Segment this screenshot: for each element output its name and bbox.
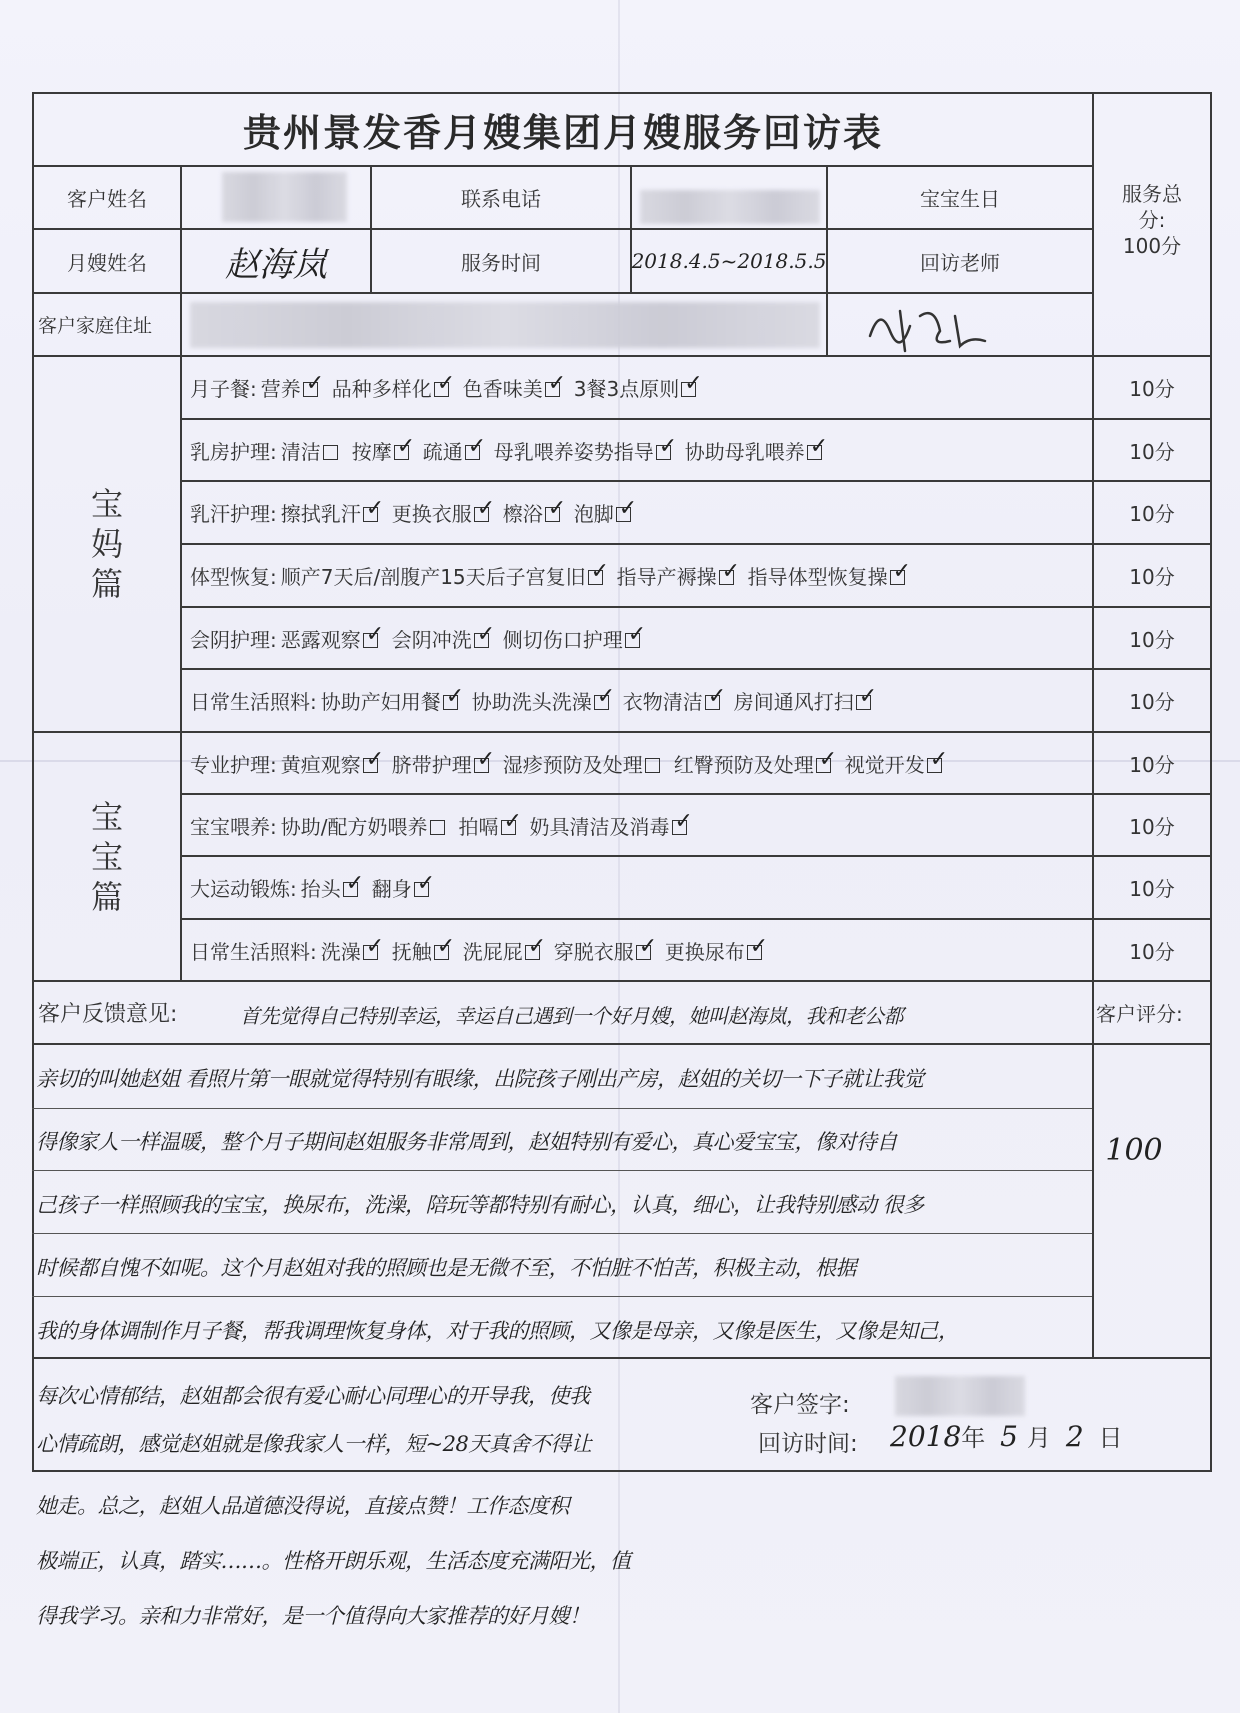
checklist-item [372, 873, 429, 902]
row-label: 会阴护理: [190, 627, 277, 652]
checklist-item [281, 436, 338, 465]
visit-time-label: 回访时间: [758, 1431, 858, 1457]
checklist-item-label: 洗屁屁 [462, 939, 523, 964]
checklist-item [623, 686, 720, 715]
checklist-item-label: 檫浴 [502, 502, 543, 526]
checklist-item [392, 749, 489, 778]
checklist-item [281, 498, 378, 527]
checklist-item [281, 749, 378, 778]
checklist-item-label: 更换衣服 [391, 502, 472, 526]
row-score: 10分 [1129, 877, 1175, 901]
checklist-item [665, 936, 762, 965]
checklist-item-label: 协助母乳喂养 [684, 439, 805, 464]
checkbox-checked[interactable] [303, 382, 318, 397]
checkbox-checked[interactable] [434, 382, 449, 397]
visit-month: 5 [1000, 1420, 1018, 1453]
checklist-item [392, 624, 489, 653]
checklist-item [574, 498, 631, 527]
checklist-item-label: 翻身 [371, 877, 412, 901]
checklist-item [574, 373, 696, 402]
checkbox-checked[interactable] [927, 758, 942, 773]
row-label: 日常生活照料: [190, 690, 317, 714]
service-row [182, 733, 1092, 793]
checkbox-checked[interactable] [545, 507, 560, 522]
feedback-line: 心情疏朗，感觉赵姐就是像我家人一样，短~28天真舍不得让 [36, 1432, 592, 1456]
checkbox-checked[interactable] [625, 633, 640, 648]
checklist-item-label: 奶具清洁及消毒 [529, 814, 670, 839]
checklist-item [392, 936, 449, 965]
checklist-item [463, 936, 540, 965]
row-label: 月子餐: [190, 377, 257, 401]
redacted-phone [640, 190, 820, 224]
checklist-item [617, 561, 734, 590]
checkbox-checked[interactable] [747, 945, 762, 960]
feedback-line: 每次心情郁结，赵姐都会很有爱心耐心同理心的开导我，使我 [36, 1384, 590, 1408]
row-score: 10分 [1129, 377, 1175, 401]
checklist-item-label: 指导产褥操 [616, 565, 717, 589]
visit-date [890, 1418, 1123, 1453]
visit-day: 2 [1065, 1420, 1084, 1453]
checkbox-checked[interactable] [394, 445, 409, 460]
checklist-item-label: 抚触 [391, 939, 432, 964]
checklist-item-label: 母乳喂养姿势指导 [493, 439, 654, 464]
row-label: 专业护理: [190, 752, 277, 777]
service-row [182, 795, 1092, 855]
service-row [182, 420, 1092, 480]
row-label: 乳汗护理: [190, 502, 277, 526]
service-row [182, 357, 1092, 418]
row-score: 10分 [1129, 439, 1175, 464]
feedback-line: 我的身体调制作月子餐，帮我调理恢复身体，对于我的照顾，又像是母亲，又像是医生，又像是知己， [36, 1319, 959, 1343]
section-char: 宝 [90, 797, 123, 836]
checklist-item-label: 更换尿布 [664, 939, 745, 964]
checklist-item-label: 疏通 [422, 439, 463, 464]
checklist-item-label: 泡脚 [573, 502, 614, 526]
service-row [182, 857, 1092, 918]
mother-section-label [34, 357, 180, 731]
checklist-item [423, 436, 480, 465]
checklist-item-label: 协助洗头洗澡 [471, 690, 592, 714]
checklist-item-label: 湿疹预防及处理 [502, 752, 643, 777]
checkbox-checked[interactable] [474, 633, 489, 648]
checkbox-checked[interactable] [594, 695, 609, 710]
checklist-item [503, 498, 560, 527]
checklist-item [494, 436, 671, 465]
address-label: 客户家庭住址 [38, 315, 153, 337]
row-score: 10分 [1129, 690, 1175, 714]
checkbox-checked[interactable] [616, 507, 631, 522]
checklist-item-label: 拍嗝 [458, 814, 499, 839]
customer-name-label: 客户姓名 [67, 187, 147, 211]
service-row [182, 670, 1092, 731]
redacted-customer-name [222, 172, 347, 222]
row-label: 乳房护理: [190, 439, 277, 464]
checkbox-checked[interactable] [363, 758, 378, 773]
nanny-name-label: 月嫂姓名 [67, 250, 147, 275]
checklist-item [685, 436, 822, 465]
section-char: 篇 [90, 877, 123, 916]
checklist-item-label: 清洁 [280, 439, 321, 464]
redacted-customer-signature [895, 1376, 1025, 1416]
checklist-item-label: 穿脱衣服 [553, 939, 634, 964]
checklist-item [321, 936, 378, 965]
checklist-item [734, 686, 871, 715]
checkbox-checked[interactable] [588, 570, 603, 585]
checklist-item [321, 686, 458, 715]
checklist-item [332, 373, 449, 402]
customer-signature-label: 客户签字: [750, 1392, 850, 1418]
total-score-label: 服务总分: [1122, 182, 1182, 232]
section-char: 宝 [90, 485, 123, 523]
checkbox-checked[interactable] [525, 945, 540, 960]
checkbox-checked[interactable] [545, 382, 560, 397]
checklist-item [472, 686, 609, 715]
checkbox-checked[interactable] [474, 758, 489, 773]
service-row [182, 920, 1092, 980]
checklist-item-label: 品种多样化 [331, 377, 432, 401]
feedback-line: 首先觉得自己特别幸运，幸运自己遇到一个好月嫂，她叫赵海岚，我和老公都 [240, 1004, 903, 1028]
baby-section-label [34, 733, 180, 980]
feedback-line: 时候都自愧不如呢。这个月赵姐对我的照顾也是无微不至，不怕脏不怕苦，积极主动，根据 [36, 1256, 856, 1280]
checklist-item-label: 协助产妇用餐 [320, 690, 441, 714]
nanny-name-value: 赵海岚 [225, 244, 327, 285]
checkbox-unchecked[interactable] [645, 758, 660, 773]
checklist-item [281, 811, 445, 840]
checkbox-checked[interactable] [856, 695, 871, 710]
visit-teacher-label: 回访老师 [920, 250, 1000, 275]
feedback-line: 得像家人一样温暖，整个月子期间赵姐服务非常周到，赵姐特别有爱心，真心爱宝宝，像对待自 [36, 1130, 897, 1154]
checklist-item [281, 624, 378, 653]
service-time-label: 服务时间 [461, 250, 541, 275]
checkbox-checked[interactable] [501, 820, 516, 835]
checklist-item-label: 3餐3点原则 [573, 377, 680, 401]
day-unit: 日 [1098, 1424, 1123, 1452]
checklist-item [748, 561, 905, 590]
row-score: 10分 [1129, 502, 1175, 526]
redacted-address [190, 302, 820, 348]
checkbox-checked[interactable] [719, 570, 734, 585]
checklist-item-label: 洗澡 [320, 939, 361, 964]
checklist-item-label: 抬头 [300, 877, 341, 901]
feedback-line: 极端正，认真，踏实……。性格开朗乐观，生活态度充满阳光，值 [36, 1549, 631, 1573]
checklist-item [674, 749, 831, 778]
checkbox-checked[interactable] [807, 445, 822, 460]
service-row [182, 545, 1092, 606]
row-label: 宝宝喂养: [190, 814, 277, 839]
checklist-item [392, 498, 489, 527]
checkbox-checked[interactable] [636, 945, 651, 960]
checkbox-checked[interactable] [443, 695, 458, 710]
checklist-item-label: 营养 [260, 377, 301, 401]
rating-value: 100 [1105, 1132, 1163, 1168]
checkbox-checked[interactable] [816, 758, 831, 773]
total-score-cell [1094, 170, 1210, 270]
service-row [182, 482, 1092, 543]
row-score: 10分 [1129, 627, 1175, 652]
checklist-item-label: 衣物清洁 [622, 690, 703, 714]
feedback-label: 客户反馈意见: [38, 1002, 178, 1027]
row-score: 10分 [1129, 814, 1175, 839]
month-unit: 月 [1026, 1424, 1051, 1452]
checkbox-checked[interactable] [672, 820, 687, 835]
checklist-item-label: 视觉开发 [844, 752, 925, 777]
checklist-item [554, 936, 651, 965]
form-title: 贵州景发香月嫂集团月嫂服务回访表 [242, 111, 883, 155]
checklist-item [845, 749, 942, 778]
row-score: 10分 [1129, 565, 1175, 589]
checkbox-checked[interactable] [363, 633, 378, 648]
year-unit: 年 [961, 1424, 986, 1452]
checkbox-unchecked[interactable] [323, 445, 338, 460]
feedback-line: 己孩子一样照顾我的宝宝，换尿布，洗澡，陪玩等都特别有耐心，认真，细心，让我特别感动 很多 [36, 1193, 924, 1217]
row-label: 大运动锻炼: [190, 877, 297, 901]
checklist-item [530, 811, 687, 840]
feedback-line: 得我学习。亲和力非常好，是一个值得向大家推荐的好月嫂！ [36, 1604, 590, 1628]
checkbox-checked[interactable] [363, 945, 378, 960]
checklist-item [261, 373, 318, 402]
checkbox-checked[interactable] [414, 882, 429, 897]
row-score: 10分 [1129, 939, 1175, 964]
checklist-item [352, 436, 409, 465]
checklist-item-label: 黄疸观察 [280, 752, 361, 777]
baby-birthday-label: 宝宝生日 [920, 187, 1000, 211]
visit-year: 2018 [890, 1420, 962, 1453]
checklist-item-label: 恶露观察 [280, 627, 361, 652]
checkbox-checked[interactable] [363, 507, 378, 522]
section-char: 篇 [90, 565, 123, 603]
section-char: 妈 [90, 525, 123, 563]
section-char: 宝 [90, 837, 123, 876]
checklist-item-label: 协助/配方奶喂养 [280, 814, 428, 839]
rating-label: 客户评分: [1096, 1002, 1183, 1026]
checklist-item [301, 873, 358, 902]
checklist-item-label: 房间通风打扫 [733, 690, 854, 714]
checkbox-checked[interactable] [681, 382, 696, 397]
feedback-line: 她走。总之，赵姐人品道德没得说，直接点赞！工作态度积 [36, 1494, 569, 1518]
checkbox-checked[interactable] [343, 882, 358, 897]
checklist-item [503, 749, 660, 778]
checklist-item-label: 指导体型恢复操 [747, 565, 888, 589]
teacher-signature [860, 296, 1000, 356]
service-row [182, 608, 1092, 668]
checklist-item [463, 373, 560, 402]
checkbox-checked[interactable] [705, 695, 720, 710]
checkbox-checked[interactable] [890, 570, 905, 585]
checkbox-checked[interactable] [465, 445, 480, 460]
row-label: 日常生活照料: [190, 939, 317, 964]
checklist-item-label: 色香味美 [462, 377, 543, 401]
checklist-item [503, 624, 640, 653]
checklist-item-label: 脐带护理 [391, 752, 472, 777]
checkbox-checked[interactable] [474, 507, 489, 522]
phone-label: 联系电话 [461, 187, 541, 211]
checklist-item [459, 811, 516, 840]
feedback-line: 亲切的叫她赵姐 看照片第一眼就觉得特别有眼缘，出院孩子刚出产房，赵姐的关切一下子就让我觉 [36, 1067, 924, 1091]
checklist-item-label: 顺产7天后/剖腹产15天后子宫复旧 [280, 565, 586, 589]
checklist-item-label: 侧切伤口护理 [502, 627, 623, 652]
service-time-value: 2018.4.5~2018.5.5 [631, 249, 827, 273]
checklist-item [281, 561, 603, 590]
checklist-item-label: 擦拭乳汗 [280, 502, 361, 526]
checklist-item-label: 按摩 [351, 439, 392, 464]
checkbox-checked[interactable] [656, 445, 671, 460]
total-score-value: 100分 [1122, 234, 1182, 258]
checklist-item-label: 会阴冲洗 [391, 627, 472, 652]
row-label: 体型恢复: [190, 565, 277, 589]
row-score: 10分 [1129, 752, 1175, 777]
checklist-item-label: 红臀预防及处理 [673, 752, 814, 777]
checkbox-unchecked[interactable] [430, 820, 445, 835]
checkbox-checked[interactable] [434, 945, 449, 960]
